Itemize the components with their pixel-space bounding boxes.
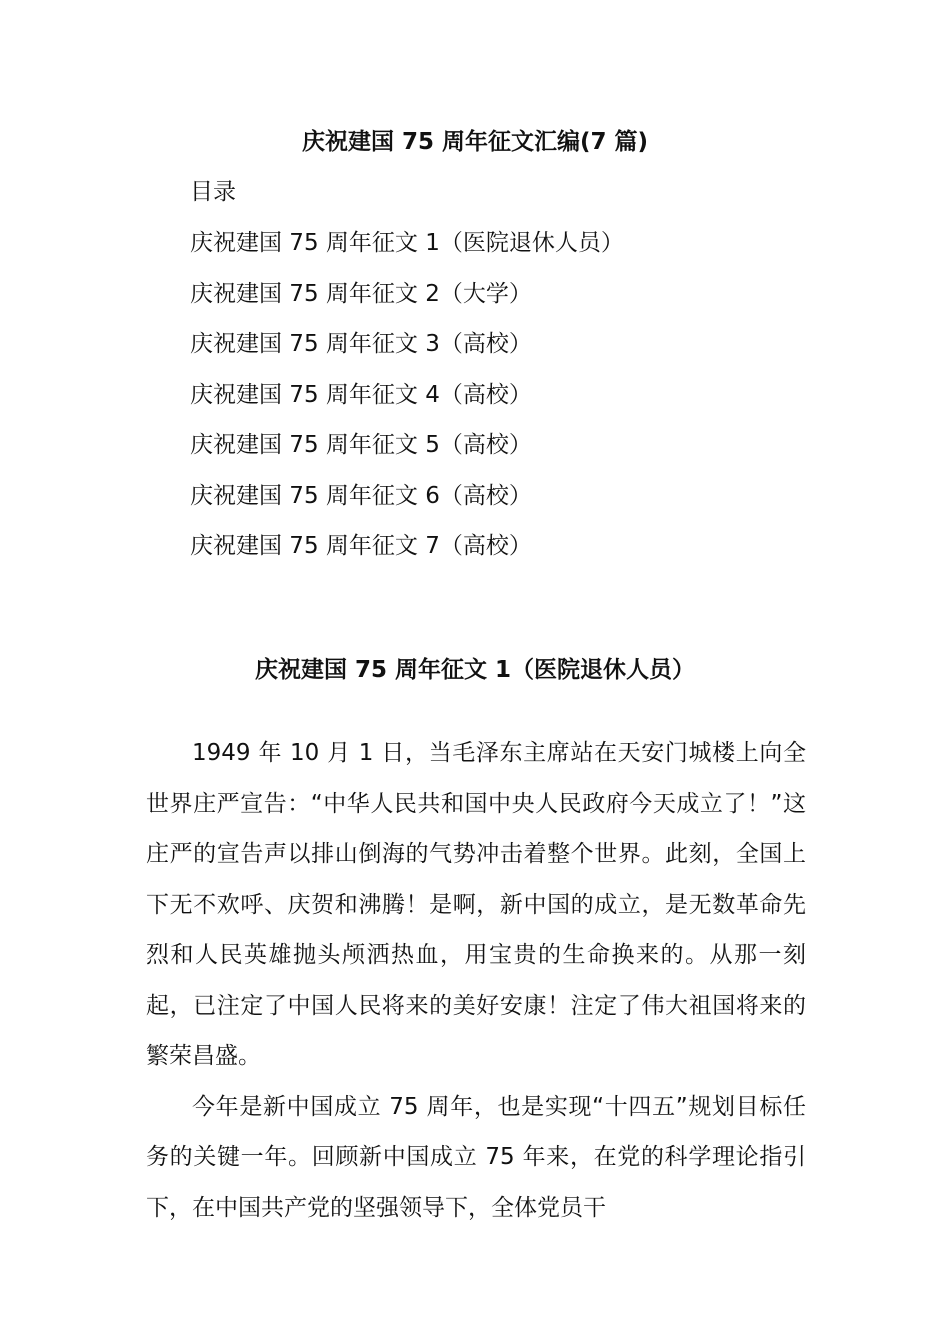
toc-item[interactable]: 庆祝建国 75 周年征文 4（高校） — [190, 381, 532, 408]
document-title: 庆祝建国 75 周年征文汇编(7 篇) — [301, 129, 649, 155]
toc-item[interactable]: 庆祝建国 75 周年征文 6（高校） — [190, 482, 532, 509]
table-of-contents — [190, 174, 624, 579]
toc-item[interactable]: 庆祝建国 75 周年征文 3（高校） — [190, 331, 532, 357]
toc-item[interactable]: 庆祝建国 75 周年征文 7（高校） — [190, 533, 532, 559]
toc-heading: 目录 — [190, 179, 236, 205]
body-paragraph: 今年是新中国成立 75 周年，也是实现“十四五”规划目标任务的关键一年。回顾新中国成立 75 年来，在党的科学理论指引下，在中国共产党的坚强领导下，全体党员干 — [146, 1093, 806, 1221]
toc-item[interactable]: 庆祝建国 75 周年征文 2（大学） — [190, 280, 532, 307]
section-body — [146, 728, 806, 1233]
body-paragraph: 1949 年 10 月 1 日，当毛泽东主席站在天安门城楼上向全世界庄严宣告：“中华人民共和国中央人民政府今天成立了！”这庄严的宣告声以排山倒海的气势冲击着整个世界。此刻，全国上下无不欢呼、庆贺和沸腾！是啊，新中国的成立，是无数革命先烈和人民英雄抛头颅洒热血，用宝贵的生命换来的。从那一刻起，已注定了中国人民将来的美好安康！注定了伟大祖国将来的繁荣昌盛。 — [146, 740, 806, 1069]
section-title: 庆祝建国 75 周年征文 1（医院退休人员） — [254, 657, 696, 683]
toc-item[interactable]: 庆祝建国 75 周年征文 5（高校） — [190, 432, 532, 458]
toc-item[interactable]: 庆祝建国 75 周年征文 1（医院退休人员） — [190, 230, 624, 256]
